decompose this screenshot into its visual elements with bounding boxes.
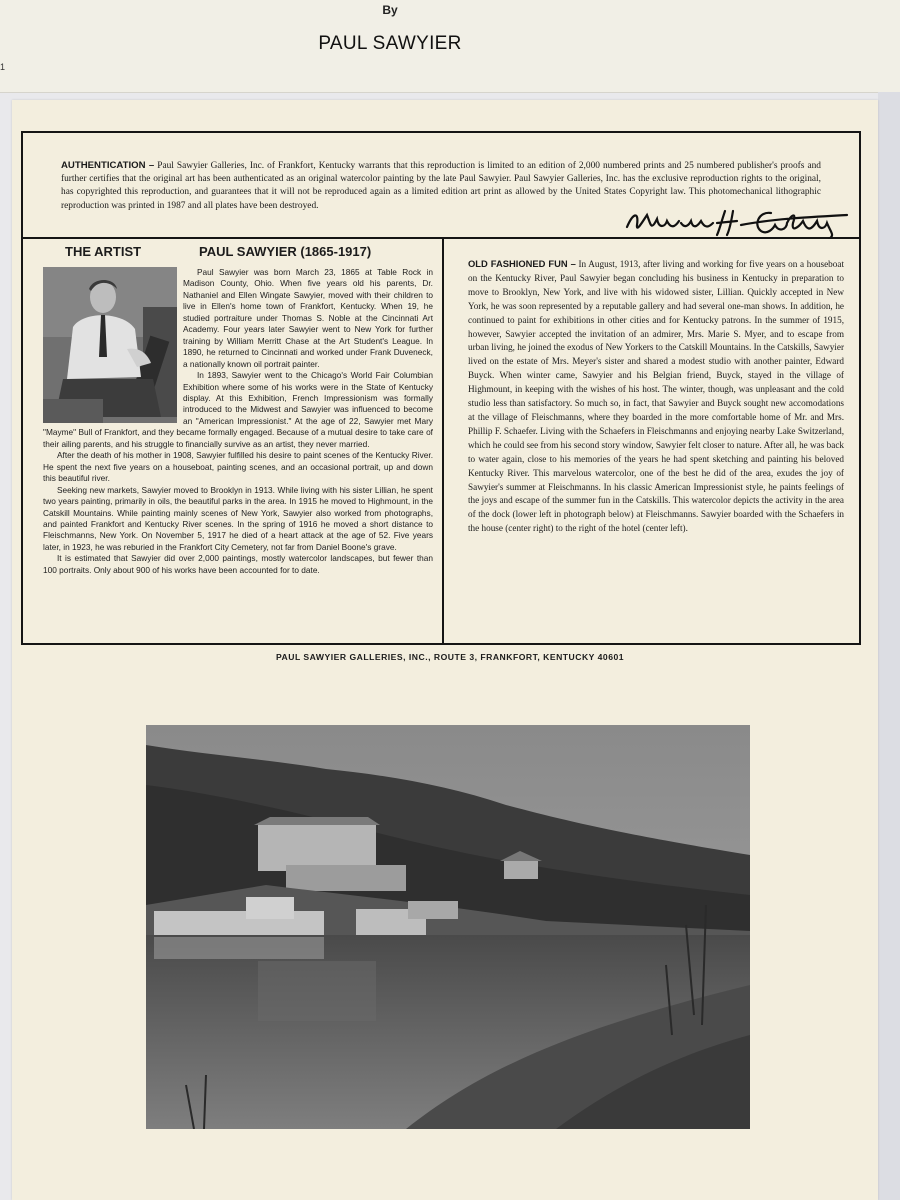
top-artist-name: PAUL SAWYIER xyxy=(318,33,462,54)
artist-biography xyxy=(43,267,433,576)
info-frame xyxy=(21,131,861,645)
biography-paragraph: Paul Sawyier was born March 23, 1865 at Table Rock in Madison County, Ohio. When five years old his parents, Dr. Nathaniel and Ellen Wingate Sawyier, moved with their children to live in Ellen's home town of Frankfort, Kentucky. When 19, he studied portraiture under Thomas S. Noble at the Cincinnati Art Academy. Four years later Sawyier went to New York for further training by William Merritt Chase at the Art Student's League. In 1890, he returned to Cincinnati and worked under Frank Duveneck, a nationally known oil portrait painter. xyxy=(183,267,433,369)
authentication-body: Paul Sawyier Galleries, Inc. of Frankfort, Kentucky warrants that this reproduction is limited to an edition of 2,000 numbered prints and 25 numbered publisher's proofs and further certifies that the original art has been authenticated as an original watercolor painting by the late Paul Sawyier. Paul Sawyier Galleries, Inc. has the exclusive reproduction rights to the original, has copyrighted this reproduction, and guarantees that it will not be reproduced again as a limited edition art print as allowed by the United States Copyright law. This photomechanical lithographic reproduction was printed in 1987 and all plates have been destroyed. xyxy=(61,161,821,211)
old-fashioned-fun-body: In August, 1913, after living and working for five years on a houseboat on the Kentucky River, Paul Sawyier began concluding his business in Kentucky in preparation to move to Brooklyn, New York, and live with his widowed sister, Lillian. Quickly accepted in New York, he was soon represented by a reputable gallery and had several one-man shows. In addition, he continued to paint for exhibitions in other cities and for Kentucky patrons. In the summer of 1915, however, Sawyier accepted the invitation of an admirer, Mrs. Marie S. Myer, and to escape from urban living, he joined the exodus of New Yorkers to the Catskill Mountains. In the Catskills, Sawyier lived on the estate of Mrs. Meyer's sister and shared a modest studio with another painter, Edward Buyck. When winter came, Sawyier and his Belgian friend, Buyck, stayed in the village of Highmount, in keeping with the wishes of his host. The winter, though, was unpleasant and the cold studio less than satisfactory. So much so, in fact, that Sawyier and Buyck sought new accomodations at the village of Fleischmanns, where they boarded in the more comfortable home of Mr. and Mrs. Phillip F. Schaefer. Living with the Schaefers in Fleischmanns and enjoying nearby Lake Switzerland, which he could see from his second story window, Sawyier felt closer to nature. After all, he was back to water again, close to his memories of the years he had spent sketching and painting his beloved Kentucky River. This marvelous watercolor, one of the best he did of the area, exudes the joy of Sawyier's summer at Fleischmanns. In his classic American Impressionist style, he paints feelings of the joys and escape of the summer fun in the Catskills. This watercolor depicts the activity in the area of the dock (lower left in photograph below) at Fleischmanns. Sawyier boarded with the Schaefers in the house (center right) to the right of the hotel (center left). xyxy=(468,259,844,534)
biography-paragraph: It is estimated that Sawyier did over 2,000 paintings, mostly watercolor landscapes, but fewer than 100 portraits. Only about 900 of his works have been accounted for to date. xyxy=(43,553,433,575)
artist-section-title: PAUL SAWYIER (1865-1917) xyxy=(199,244,372,259)
biography-paragraph: Seeking new markets, Sawyier moved to Brooklyn in 1913. While living with his sister Lillian, he spent two years painting, primarily in oils, the beautiful parks in the area. In 1915 he moved to Highmount, in the Catskill Mountains. While painting mainly scenes of New York, Sawyier also worked from photographs, and painted Frankfort and Kentucky River scenes. In the spring of 1916 he moved a short distance to Fleischmanns, New York. On November 5, 1917 he died of a heart attack at the age of 52. Five years later, in 1923, he was reburied in the Frankfort City Cemetery, not far from Daniel Boone's grave. xyxy=(43,484,433,552)
artist-section-label: THE ARTIST xyxy=(65,244,142,259)
top-by-label: By xyxy=(382,3,398,17)
old-fashioned-fun-label: OLD FASHIONED FUN – xyxy=(468,258,576,269)
biography-paragraph: After the death of his mother in 1908, Sawyier fulfilled his desire to paint scenes of the Kentucky River. He spent the next five years on a houseboat, painting scenes, and an occasional portrait, up and down this beautiful river. xyxy=(43,450,433,484)
top-page-mark: 1 xyxy=(0,62,6,72)
biography-paragraph: In 1893, Sawyier went to the Chicago's World Fair Columbian Exhibition where some of his works were in the State of Kentucky display. At this Exhibition, French Impressionism was formally introduced to the Midwest and Sawyier was influenced to become an "American Impressionist." At the age of 22, Sawyier met Mary "Mayme" Bull of Frankfort, and they became formally engaged. Because of a mutual desire to take care of their ailing parents, and his struggle to financially survive as an artist, they never married. xyxy=(43,370,433,449)
top-sheet xyxy=(0,0,900,93)
signature-image xyxy=(621,205,851,239)
old-fashioned-fun-text xyxy=(468,257,844,536)
gallery-address: PAUL SAWYIER GALLERIES, INC., ROUTE 3, FRANKFORT, KENTUCKY 40601 xyxy=(275,652,625,662)
artist-column xyxy=(23,239,444,643)
fleischmanns-lake-photo xyxy=(146,725,750,1129)
old-fashioned-fun-column xyxy=(444,239,859,643)
authentication-label: AUTHENTICATION – xyxy=(61,160,155,171)
authentication-section xyxy=(23,133,859,239)
background-strip xyxy=(878,92,900,1200)
